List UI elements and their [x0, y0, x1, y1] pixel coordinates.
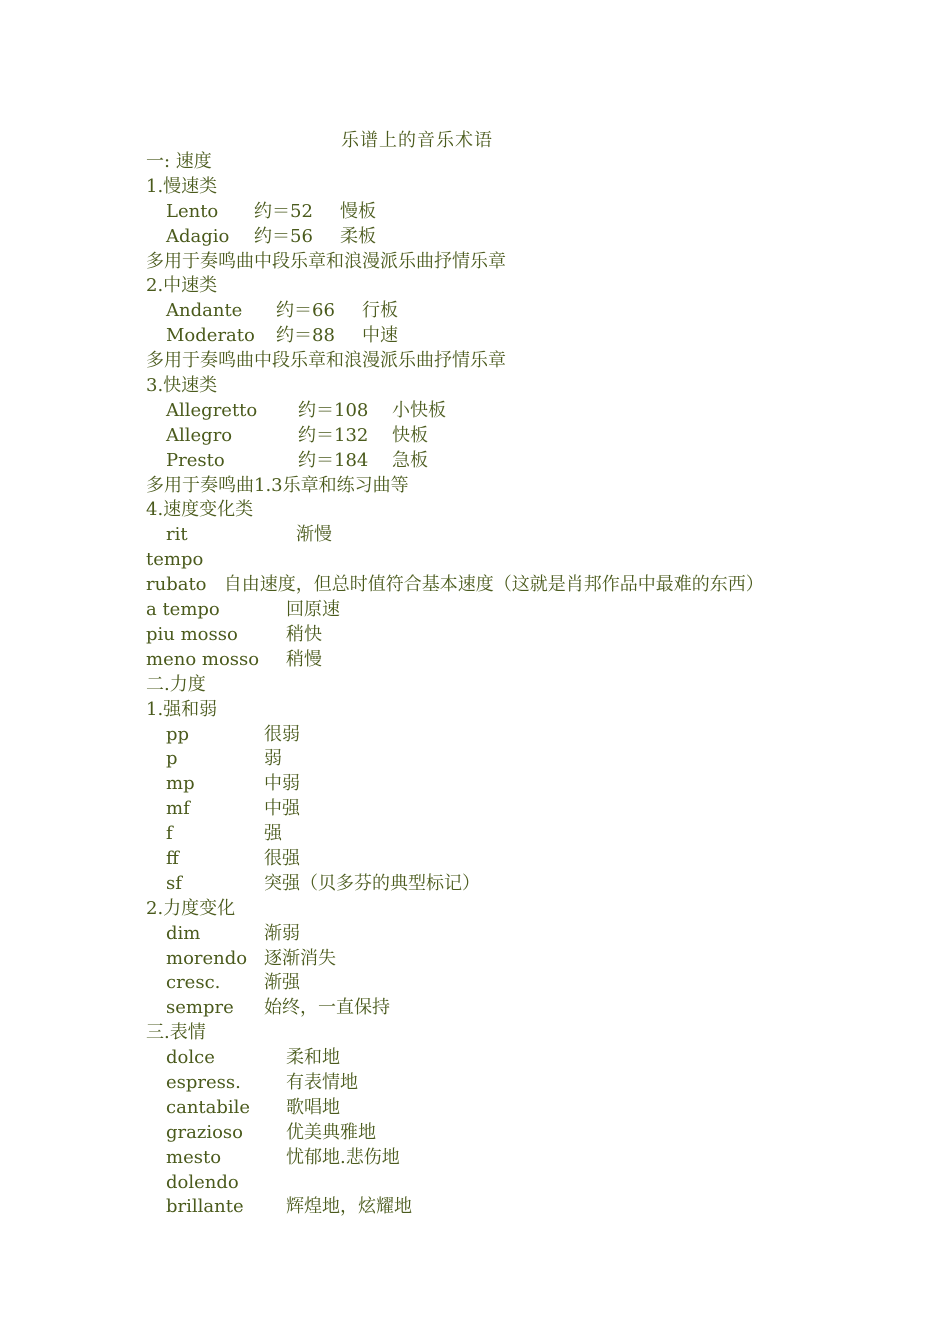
meaning: 突强（贝多芬的典型标记）	[264, 872, 480, 894]
meaning: 柔和地	[286, 1047, 340, 1069]
term: Allegro	[166, 424, 233, 446]
bpm: 约＝56	[254, 225, 313, 247]
term: Andante	[166, 300, 243, 322]
term-row	[146, 1171, 826, 1196]
term-row	[146, 947, 826, 972]
section-heading: 一: 速度	[146, 151, 212, 172]
term-row	[146, 225, 826, 250]
term-row	[146, 598, 826, 623]
term: sf	[166, 872, 182, 894]
meaning: 稍慢	[286, 648, 322, 670]
meaning: 柔板	[340, 225, 376, 247]
section-heading: 二.力度	[146, 673, 206, 695]
meaning: 逐渐消失	[264, 947, 336, 969]
meaning: 稍快	[286, 623, 322, 645]
bpm: 约＝88	[276, 325, 335, 347]
term: mf	[166, 798, 190, 820]
subsection-heading: 2.中速类	[146, 275, 218, 297]
subsection-heading: 1.慢速类	[146, 175, 218, 197]
section-heading: 三.表情	[146, 1022, 206, 1044]
term: grazioso	[166, 1121, 244, 1143]
term-row	[146, 523, 826, 548]
term: tempo rubato	[146, 549, 207, 596]
term: p	[166, 748, 178, 770]
meaning: 自由速度，但总时值符合基本速度（这就是肖邦作品中最难的东西）	[223, 574, 764, 596]
term-row	[146, 548, 826, 598]
meaning: 急板	[392, 449, 428, 471]
term-row	[146, 922, 826, 947]
term: ff	[166, 847, 179, 869]
term: dolendo	[166, 1171, 239, 1193]
term: Adagio	[166, 225, 230, 247]
meaning: 弱	[264, 748, 282, 770]
term-row	[146, 648, 826, 673]
term-row	[146, 449, 826, 474]
meaning: 辉煌地，炫耀地	[286, 1196, 412, 1218]
note-text: 多用于奏鸣曲1.3乐章和练习曲等	[146, 474, 409, 496]
term: brillante	[166, 1196, 244, 1218]
meaning: 渐慢	[296, 524, 332, 546]
bpm: 约＝132	[298, 424, 369, 446]
term-row	[146, 822, 826, 847]
meaning: 有表情地	[286, 1071, 358, 1093]
term-row	[146, 723, 826, 748]
term: cantabile	[166, 1096, 251, 1118]
term-row	[146, 1096, 826, 1121]
term-row	[146, 623, 826, 648]
meaning: 中强	[264, 798, 300, 820]
note-text: 多用于奏鸣曲中段乐章和浪漫派乐曲抒情乐章	[146, 250, 506, 272]
bpm: 约＝52	[254, 200, 313, 222]
subsection-heading: 1.强和弱	[146, 698, 218, 720]
term: rit	[166, 524, 188, 546]
term-row	[146, 747, 826, 772]
meaning: 渐弱	[264, 922, 300, 944]
bpm: 约＝184	[298, 449, 369, 471]
term-row	[146, 847, 826, 872]
page-title: 乐谱上的音乐术语	[341, 130, 493, 151]
term: Moderato	[166, 325, 255, 347]
term: cresc.	[166, 972, 221, 994]
meaning: 优美典雅地	[286, 1121, 376, 1143]
meaning: 渐强	[264, 972, 300, 994]
meaning: 很强	[264, 847, 300, 869]
term: morendo	[166, 947, 248, 969]
meaning: 快板	[392, 424, 428, 446]
term: mp	[166, 773, 195, 795]
subsection-heading: 2.力度变化	[146, 897, 236, 919]
term: sempre	[166, 997, 234, 1019]
term-row	[146, 971, 826, 996]
term-row	[146, 1121, 826, 1146]
note-text: 多用于奏鸣曲中段乐章和浪漫派乐曲抒情乐章	[146, 350, 506, 372]
meaning: 很弱	[264, 723, 300, 745]
term-row	[146, 1195, 826, 1220]
bpm: 约＝108	[298, 399, 369, 421]
term-row	[146, 399, 826, 424]
term: Presto	[166, 449, 225, 471]
term-row	[146, 1046, 826, 1071]
meaning: 中弱	[264, 773, 300, 795]
term: piu mosso	[146, 623, 238, 645]
bpm: 约＝66	[276, 300, 335, 322]
term-row	[146, 772, 826, 797]
term-row	[146, 797, 826, 822]
meaning: 慢板	[340, 200, 376, 222]
term-row	[146, 1146, 826, 1171]
term-row	[146, 872, 826, 897]
term: f	[166, 823, 173, 845]
term-row	[146, 299, 826, 324]
term-row	[146, 1071, 826, 1096]
document-body	[146, 150, 826, 1220]
term: a tempo	[146, 599, 220, 621]
term-row	[146, 424, 826, 449]
term: Allegretto	[166, 399, 258, 421]
term-row	[146, 996, 826, 1021]
meaning: 中速	[362, 325, 398, 347]
term: mesto	[166, 1146, 222, 1168]
term: espress.	[166, 1071, 241, 1093]
term: dim	[166, 922, 201, 944]
term: meno mosso	[146, 648, 260, 670]
meaning: 行板	[362, 300, 398, 322]
term-row	[146, 324, 826, 349]
meaning: 回原速	[286, 599, 340, 621]
term: Lento	[166, 200, 219, 222]
term: dolce	[166, 1047, 215, 1069]
term: pp	[166, 723, 190, 745]
subsection-heading: 4.速度变化类	[146, 499, 254, 521]
meaning: 强	[264, 823, 282, 845]
meaning: 歌唱地	[286, 1096, 340, 1118]
term-row	[146, 200, 826, 225]
meaning: 忧郁地.悲伤地	[286, 1146, 400, 1168]
meaning: 小快板	[392, 399, 446, 421]
subsection-heading: 3.快速类	[146, 375, 218, 397]
meaning: 始终，一直保持	[264, 997, 390, 1019]
